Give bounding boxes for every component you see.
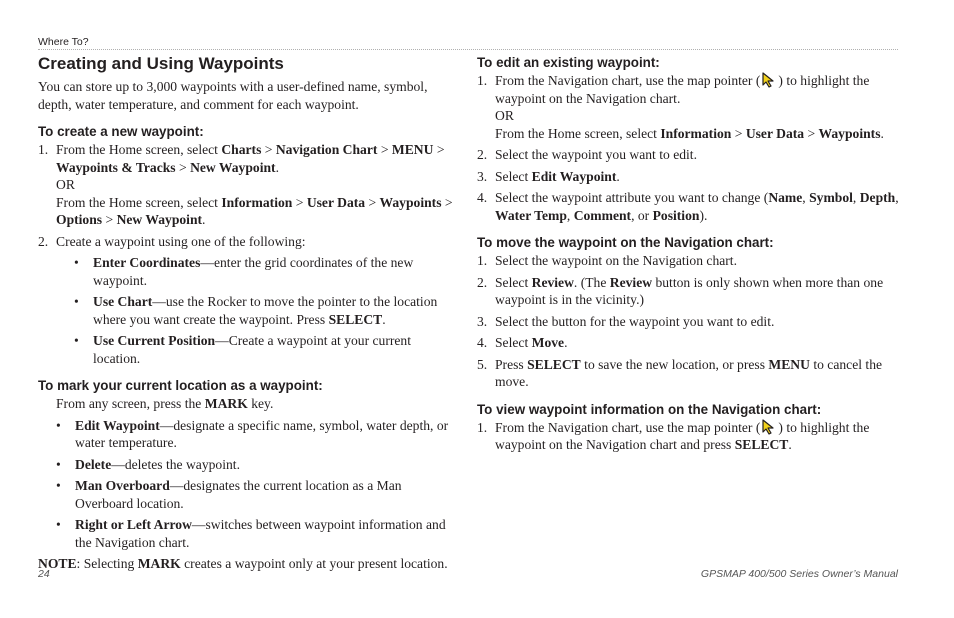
intro-paragraph: You can store up to 3,000 waypoints with a user-defined name, symbol, depth, water temperature, and comment for each waypoint.: [38, 79, 428, 112]
view-waypoint-steps: [477, 419, 902, 454]
step-number: 1.: [38, 142, 49, 157]
move-step-1: [477, 252, 902, 270]
list-item: • Edit Waypoint—designate a specific name, symbol, water depth, or water temperature.: [56, 417, 458, 452]
step-text: Select the waypoint on the Navigation chart.: [495, 253, 737, 268]
create-step-1: [38, 141, 458, 229]
running-header: [38, 36, 898, 50]
view-waypoint-heading: To view waypoint information on the Navigation chart:: [477, 401, 822, 417]
move-step-5: [477, 356, 902, 391]
left-column: [38, 54, 458, 573]
running-title: Where To?: [38, 36, 89, 48]
step-number: 4.: [477, 335, 488, 350]
step-text: From the Home screen, select Charts > Navigation Chart > MENU > Waypoints & Tracks > New Waypoint.: [56, 142, 445, 175]
step-text: Select the waypoint attribute you want to change (Name, Symbol, Depth, Water Temp, Comment, or Position).: [495, 190, 899, 223]
create-waypoint-heading: To create a new waypoint:: [38, 124, 204, 139]
section-title: Creating and Using Waypoints: [38, 54, 284, 73]
edit-waypoint-steps: [477, 72, 902, 224]
step-number: 4.: [477, 190, 488, 205]
step-text: Select the waypoint you want to edit.: [495, 147, 697, 162]
step-text: Select Move.: [495, 335, 568, 350]
step-number: 1.: [477, 419, 488, 435]
create-step-2: [38, 233, 458, 368]
step-number: 2.: [477, 147, 488, 162]
step-text: Press SELECT to save the new location, or press MENU to cancel the move.: [495, 356, 883, 389]
step-number: 2.: [38, 233, 49, 249]
list-item: • Use Current Position—Create a waypoint at your current location.: [74, 332, 458, 367]
move-waypoint-heading: To move the waypoint on the Navigation chart:: [477, 235, 774, 250]
page-number: 24: [38, 568, 50, 580]
create-waypoint-steps: [38, 141, 458, 367]
right-column: [477, 54, 902, 458]
mark-location-heading: To mark your current location as a waypoint:: [38, 378, 323, 393]
step-number: 1.: [477, 253, 488, 268]
create-options-list: [74, 254, 458, 367]
move-waypoint-steps: [477, 252, 902, 391]
list-item: • Man Overboard—designates the current location as a Man Overboard location.: [56, 477, 458, 512]
edit-step-3: [477, 168, 902, 186]
or-text: OR: [56, 177, 75, 192]
note-paragraph: NOTE: Selecting MARK creates a waypoint only at your present location.: [38, 556, 448, 571]
step-text: Select the button for the waypoint you want to edit.: [495, 313, 775, 329]
list-item: • Right or Left Arrow—switches between waypoint information and the Navigation chart.: [56, 516, 458, 551]
step-text: From the Navigation chart, use the map pointer ( ) to highlight the waypoint on the Navigation chart and press SELECT.: [495, 419, 870, 452]
list-item: • Use Chart—use the Rocker to move the pointer to the location where you want create the waypoint. Press SELECT.: [74, 293, 458, 328]
step-number: 1.: [477, 73, 488, 88]
manual-title: GPSMAP 400/500 Series Owner’s Manual: [700, 568, 898, 580]
list-item: • Delete—deletes the waypoint.: [56, 456, 458, 474]
edit-step-2: [477, 146, 902, 164]
mark-options-list: [56, 417, 458, 552]
mark-intro: From any screen, press the MARK key.: [56, 396, 274, 411]
step-number: 3.: [477, 168, 488, 184]
step-text: From the Navigation chart, use the map pointer ( ) to highlight the waypoint on the Navigation chart.: [495, 73, 870, 106]
map-pointer-icon: [760, 72, 778, 88]
move-step-3: [477, 313, 902, 331]
edit-waypoint-heading: To edit an existing waypoint:: [477, 55, 660, 70]
step-text: Select Edit Waypoint.: [495, 168, 620, 184]
or-text: OR: [495, 108, 514, 123]
step-number: 3.: [477, 313, 488, 329]
move-step-2: [477, 274, 902, 309]
step-alt-text: From the Home screen, select Information > User Data > Waypoints.: [495, 125, 884, 141]
edit-step-1: [477, 72, 902, 142]
edit-step-4: [477, 189, 902, 224]
step-number: 2.: [477, 274, 488, 290]
step-alt-text: From the Home screen, select Information > User Data > Waypoints > Options > New Waypoint.: [56, 194, 453, 227]
move-step-4: [477, 334, 902, 352]
list-item: • Enter Coordinates—enter the grid coordinates of the new waypoint.: [74, 254, 458, 289]
map-pointer-icon: [760, 419, 778, 435]
step-text: Select Review. (The Review button is only shown when more than one waypoint is in the vicinity.): [495, 274, 884, 307]
step-number: 5.: [477, 356, 488, 372]
view-step-1: [477, 419, 902, 454]
step-text: Create a waypoint using one of the following:: [56, 233, 306, 249]
